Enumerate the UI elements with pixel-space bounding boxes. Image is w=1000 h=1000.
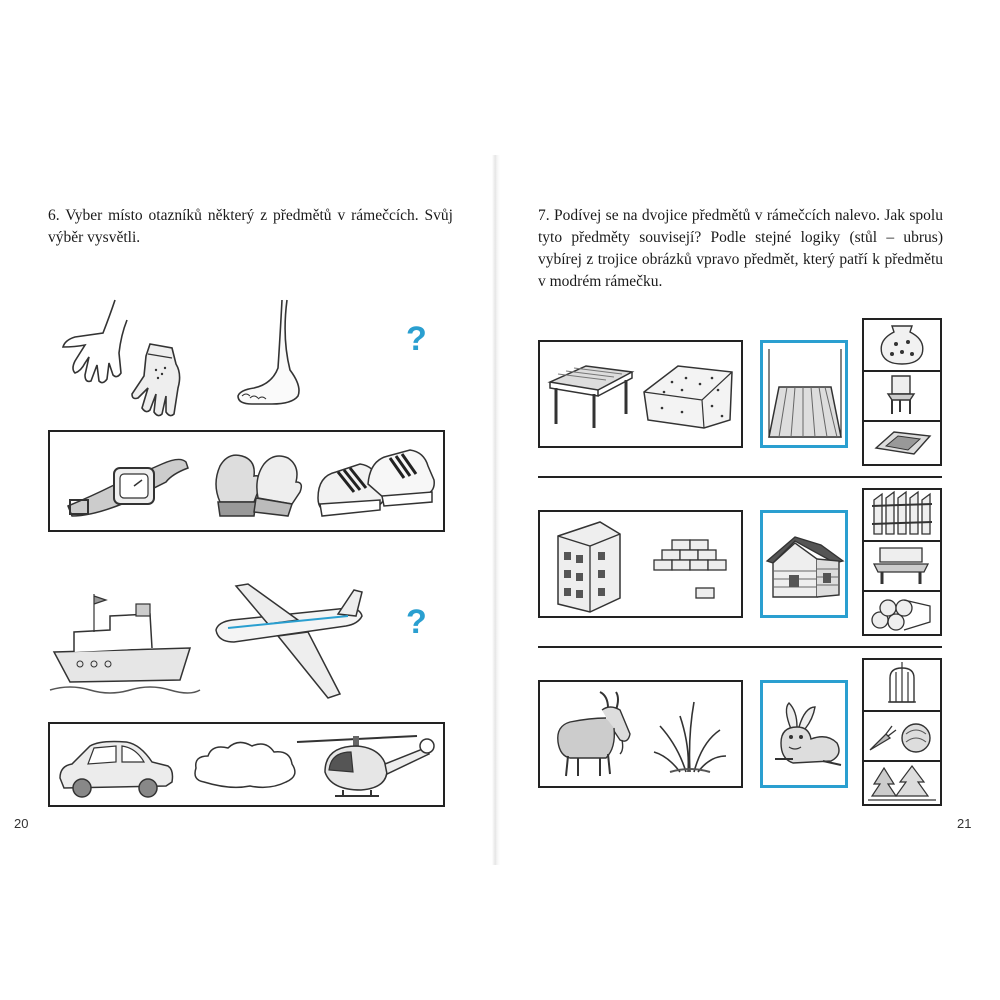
rabbit-icon bbox=[767, 699, 845, 773]
options-frame-1 bbox=[48, 430, 445, 532]
options-frame-2 bbox=[48, 722, 445, 807]
grass-icon bbox=[650, 696, 730, 776]
pair-frame-2 bbox=[538, 510, 743, 618]
blue-frame-2 bbox=[760, 510, 848, 618]
pair-frame-1 bbox=[538, 340, 743, 448]
vase-icon bbox=[864, 320, 940, 370]
chair-icon bbox=[864, 370, 940, 420]
log-cabin-icon bbox=[765, 533, 845, 603]
car-icon bbox=[56, 734, 176, 800]
tablecloth-icon bbox=[642, 358, 738, 432]
blue-frame-1 bbox=[760, 340, 848, 448]
blue-frame-3 bbox=[760, 680, 848, 788]
airplane-icon bbox=[208, 578, 368, 703]
sneakers-icon bbox=[314, 436, 439, 526]
question-mark: ? bbox=[406, 603, 427, 641]
table-icon bbox=[546, 360, 636, 430]
foot-icon bbox=[232, 298, 322, 413]
hand-icon bbox=[55, 295, 130, 395]
ship-icon bbox=[50, 588, 200, 698]
pair-frame-3 bbox=[538, 680, 743, 788]
options-col-3 bbox=[862, 658, 942, 806]
glove-icon bbox=[120, 340, 190, 420]
bench-icon bbox=[864, 540, 940, 590]
house-icon bbox=[554, 518, 624, 614]
fence-icon bbox=[864, 490, 940, 540]
carrot-cabbage-icon bbox=[864, 710, 940, 760]
rug-icon bbox=[864, 420, 940, 466]
question-mark: ? bbox=[406, 320, 427, 358]
page-number-right: 21 bbox=[957, 816, 972, 831]
options-col-1 bbox=[862, 318, 942, 466]
cloud-icon bbox=[190, 736, 300, 792]
wristwatch-icon bbox=[62, 446, 192, 518]
options-col-2 bbox=[862, 488, 942, 636]
bricks-icon bbox=[650, 534, 730, 604]
row-divider-2 bbox=[538, 646, 942, 648]
helicopter-icon bbox=[295, 726, 440, 806]
birdcage-icon bbox=[864, 660, 940, 710]
trees-icon bbox=[864, 760, 940, 806]
logs-icon bbox=[864, 590, 940, 636]
goat-icon bbox=[550, 688, 640, 784]
task-6-text: 6. Vyber místo otazníků některý z předmětů v rámečcích. Svůj výběr vysvětli. bbox=[48, 207, 453, 246]
task-7-text: 7. Podívej se na dvojice předmětů v rámečcích nalevo. Jak spolu tyto předměty souvisejí? Podle stejné logiky (stůl – ubrus) vybírej z trojice obrázků vpravo předmět, který patří k předmětu v modrém rámečku. bbox=[538, 207, 943, 290]
row-divider-1 bbox=[538, 476, 942, 478]
mittens-icon bbox=[208, 444, 308, 522]
book-gutter bbox=[492, 155, 500, 865]
page-number-left: 20 bbox=[14, 816, 29, 831]
floor-icon bbox=[765, 347, 845, 445]
